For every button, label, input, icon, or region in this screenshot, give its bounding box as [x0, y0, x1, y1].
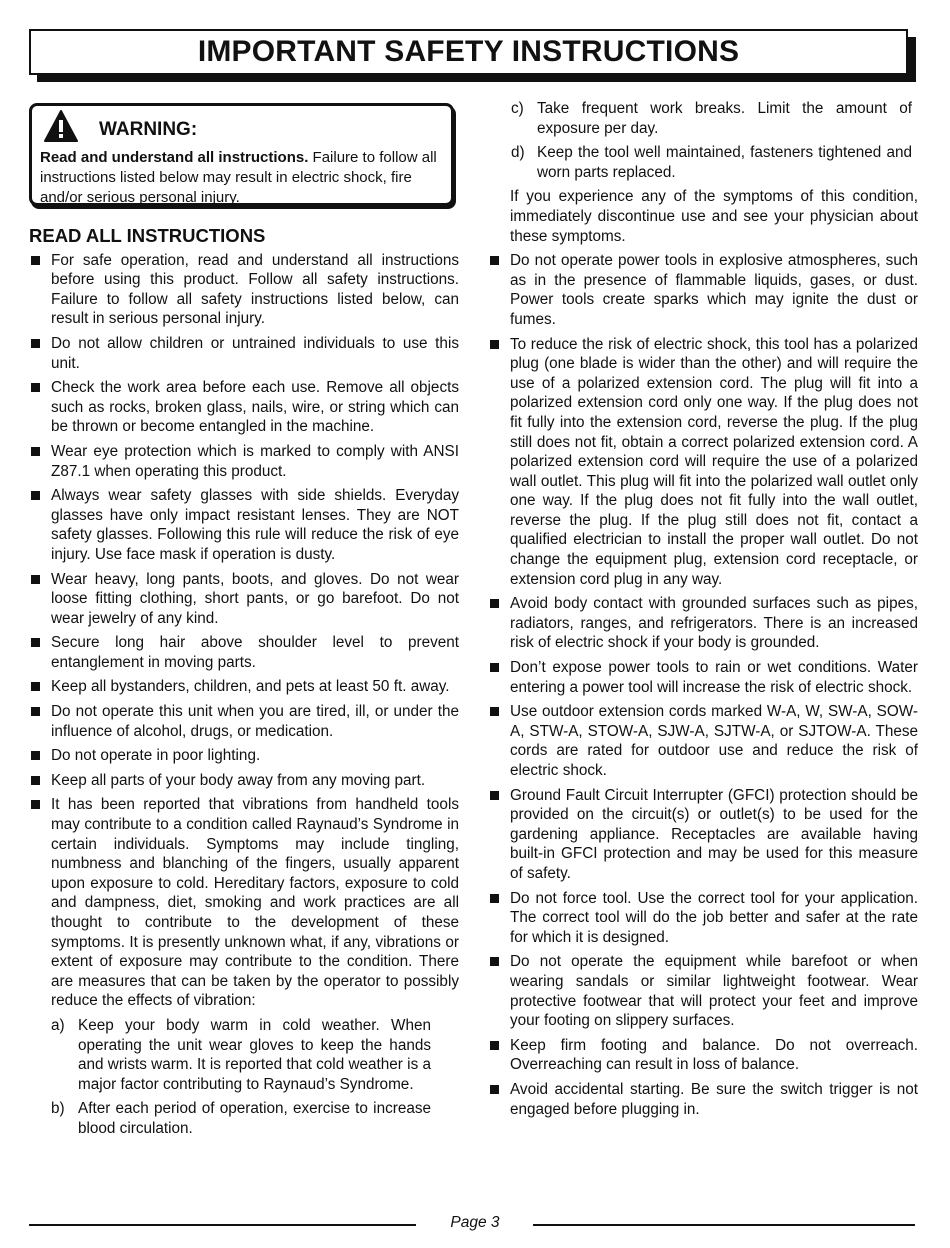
- warning-body: Failure to follow all instructions listed below may result in electric shock, fire and/or serious personal injury.: [40, 149, 437, 206]
- list-item: [29, 771, 459, 791]
- bullet-square-icon: [31, 682, 40, 691]
- bullet-square-icon: [31, 707, 40, 716]
- bullet-square-icon: [31, 383, 40, 392]
- sub-item-label: b): [51, 1100, 65, 1118]
- bullet-square-icon: [31, 800, 40, 809]
- sub-item-label: a): [51, 1016, 65, 1034]
- warning-box: [29, 103, 454, 206]
- list-item-text: It has been reported that vibrations from handheld tools may contribute to a condition called Raynaud’s Syndrome in certain individuals. Symptoms may include tingling, numbness and blanching of the fingers, usually apparent upon exposure to cold. Hereditary factors, exposure to cold and dampness, diet, smoking and work practices are all thought to contribute to the development of these symptoms. It is presently unknown what, if any, vibrations or extent of exposure may contribute to the condition. There are measures that can be taken by the operator to possibly reduce the effects of vibration:: [51, 796, 459, 1010]
- bullet-square-icon: [490, 1041, 499, 1050]
- list-item-text: Keep all bystanders, children, and pets at least 50 ft. away.: [51, 678, 450, 696]
- warning-title: WARNING:: [99, 119, 198, 140]
- footer-rule-left: [29, 1224, 416, 1226]
- bullet-square-icon: [490, 663, 499, 672]
- list-item: [488, 702, 918, 780]
- bullet-square-icon: [490, 894, 499, 903]
- list-item-text: To reduce the risk of electric shock, this tool has a polarized plug (one blade is wider than the other) and will require the use of a polarized extension cord. The plug will fit into a polarized extension cord only one way. If the plug does not fit fully into the extension cord, reverse the plug. If the plug still does not fit, obtain a correct polarized extension cord. A polarized extension cord will require the use of a polarized wall outlet. This plug will fit into the polarized wall outlet only one way. If the plug does not fit fully into the wall outlet, reverse the plug. If the plug still does not fit, contact a qualified electrician to install the proper wall outlet. Do not change the equipment plug, extension cord receptacle, or extension cord plug in any way.: [510, 335, 918, 588]
- bullet-square-icon: [31, 776, 40, 785]
- symptom-note: If you experience any of the symptoms of this condition, immediately discontinue use and see your physician about these symptoms.: [510, 188, 918, 245]
- list-item: [29, 570, 459, 629]
- list-item-text: Avoid accidental starting. Be sure the switch trigger is not engaged before plugging in.: [510, 1080, 918, 1118]
- bullet-square-icon: [31, 575, 40, 584]
- list-item-text: Wear heavy, long pants, boots, and gloves. Do not wear loose fitting clothing, short pants, or go barefoot. Do not wear jewelry of any kind.: [51, 570, 459, 627]
- list-item-text: Do not operate the equipment while barefoot or when wearing sandals or similar lightweight footwear. Wear protective footwear that will protect your feet and improve your footing on slippery surfaces.: [510, 953, 918, 1030]
- list-item: [488, 594, 918, 653]
- list-item-text: Do not operate power tools in explosive atmospheres, such as in the presence of flammable liquids, gases, or dust. Power tools create sparks which may ignite the dust or fumes.: [510, 252, 918, 328]
- warning-text: [40, 148, 443, 208]
- list-item-text: Do not force tool. Use the correct tool for your application. The correct tool will do the job better and safer at the rate for which it is designed.: [510, 889, 918, 946]
- list-item: [29, 251, 459, 329]
- bullet-square-icon: [31, 256, 40, 265]
- section-heading: READ ALL INSTRUCTIONS: [29, 225, 266, 246]
- bullet-square-icon: [490, 340, 499, 349]
- list-item-text: Do not operate this unit when you are tired, ill, or under the influence of alcohol, drugs, or medication.: [51, 703, 459, 740]
- bullet-square-icon: [31, 447, 40, 456]
- list-item: [488, 335, 918, 590]
- list-item: [488, 658, 918, 697]
- list-item: [488, 251, 918, 329]
- bullet-square-icon: [490, 791, 499, 800]
- bullet-square-icon: [490, 957, 499, 966]
- sub-list-item: [488, 143, 912, 182]
- bullet-square-icon: [490, 1085, 499, 1094]
- list-item-text: Avoid body contact with grounded surfaces such as pipes, radiators, ranges, and refrigerators. There is an increased risk of electric shock if your body is grounded.: [510, 595, 918, 652]
- list-item: [488, 889, 918, 948]
- list-item: [29, 633, 459, 672]
- list-item-text: Don’t expose power tools to rain or wet conditions. Water entering a power tool will increase the risk of electric shock.: [510, 659, 918, 696]
- list-item-text: For safe operation, read and understand all instructions before using this product. Follow all safety instructions. Failure to follow all safety instructions listed below, can result in serious personal injury.: [51, 251, 459, 328]
- list-item: [29, 677, 459, 697]
- list-item: [488, 786, 918, 884]
- list-item: [29, 378, 459, 437]
- sub-list-item: [488, 99, 912, 138]
- page-number: Page 3: [450, 1214, 500, 1231]
- sub-list-item: [29, 1016, 431, 1094]
- list-item-text: Wear eye protection which is marked to comply with ANSI Z87.1 when operating this product.: [51, 442, 459, 480]
- list-item-text: Do not allow children or untrained individuals to use this unit.: [51, 334, 459, 372]
- list-item: [29, 795, 459, 1011]
- warning-triangle-icon: [43, 109, 79, 143]
- footer-rule-right: [533, 1224, 915, 1226]
- bullet-square-icon: [490, 707, 499, 716]
- right-column: [488, 99, 918, 1124]
- page-title: IMPORTANT SAFETY INSTRUCTIONS: [197, 35, 740, 68]
- sub-item-label: d): [511, 144, 525, 162]
- bullet-square-icon: [31, 751, 40, 760]
- sub-item-text: After each period of operation, exercise to increase blood circulation.: [78, 1100, 431, 1137]
- title-banner: [29, 29, 908, 75]
- list-item: [29, 334, 459, 373]
- warning-header: [40, 106, 443, 146]
- list-item-text: Do not operate in poor lighting.: [51, 747, 261, 765]
- sub-list-item: [29, 1099, 431, 1138]
- sub-item-text: Keep your body warm in cold weather. When operating the unit wear gloves to keep the hands and wrists warm. It is reported that cold weather is a major factor contributing to Raynaud’s Syndrome.: [78, 1016, 431, 1093]
- sub-item-text: Take frequent work breaks. Limit the amount of exposure per day.: [537, 100, 912, 137]
- bullet-square-icon: [490, 256, 499, 265]
- bullet-square-icon: [31, 339, 40, 348]
- bullet-square-icon: [490, 599, 499, 608]
- list-item-text: Keep all parts of your body away from any moving part.: [51, 771, 426, 789]
- list-item-text: Ground Fault Circuit Interrupter (GFCI) protection should be provided on the circuit(s) or outlet(s) to be used for the gardening appliance. Receptacles are available having built-in GFCI protection and may be used for this measure of safety.: [510, 786, 918, 882]
- list-item-text: Always wear safety glasses with side shields. Everyday glasses have only impact resistant lenses. They are NOT safety glasses. Following this rule will reduce the risk of eye injury. Use face mask if operation is dusty.: [51, 487, 459, 563]
- list-item-text: Use outdoor extension cords marked W-A, W, SW-A, SOW-A, STW-A, STOW-A, SJW-A, SJTW-A, or SJTOW-A. These cords are rated for outdoor use and reduce the risk of electric shock.: [510, 703, 918, 779]
- list-item: [29, 486, 459, 564]
- list-item: [29, 746, 459, 766]
- list-item: [29, 702, 459, 741]
- list-item: [488, 1080, 918, 1119]
- list-item: [29, 442, 459, 481]
- list-item: [488, 952, 918, 1030]
- sub-item-text: Keep the tool well maintained, fasteners tightened and worn parts replaced.: [537, 144, 912, 181]
- bullet-square-icon: [31, 638, 40, 647]
- sub-item-label: c): [511, 100, 524, 117]
- list-item-text: Secure long hair above shoulder level to prevent entanglement in moving parts.: [51, 634, 459, 671]
- list-item: [488, 1036, 918, 1075]
- warning-lead: Read and understand all instructions.: [40, 149, 309, 166]
- bullet-square-icon: [31, 491, 40, 500]
- list-item-text: Check the work area before each use. Remove all objects such as rocks, broken glass, nails, wire, or string which can be thrown or become entangled in the machine.: [51, 379, 459, 436]
- left-column: [29, 226, 459, 1144]
- list-item-text: Keep firm footing and balance. Do not overreach. Overreaching can result in loss of balance.: [510, 1036, 918, 1074]
